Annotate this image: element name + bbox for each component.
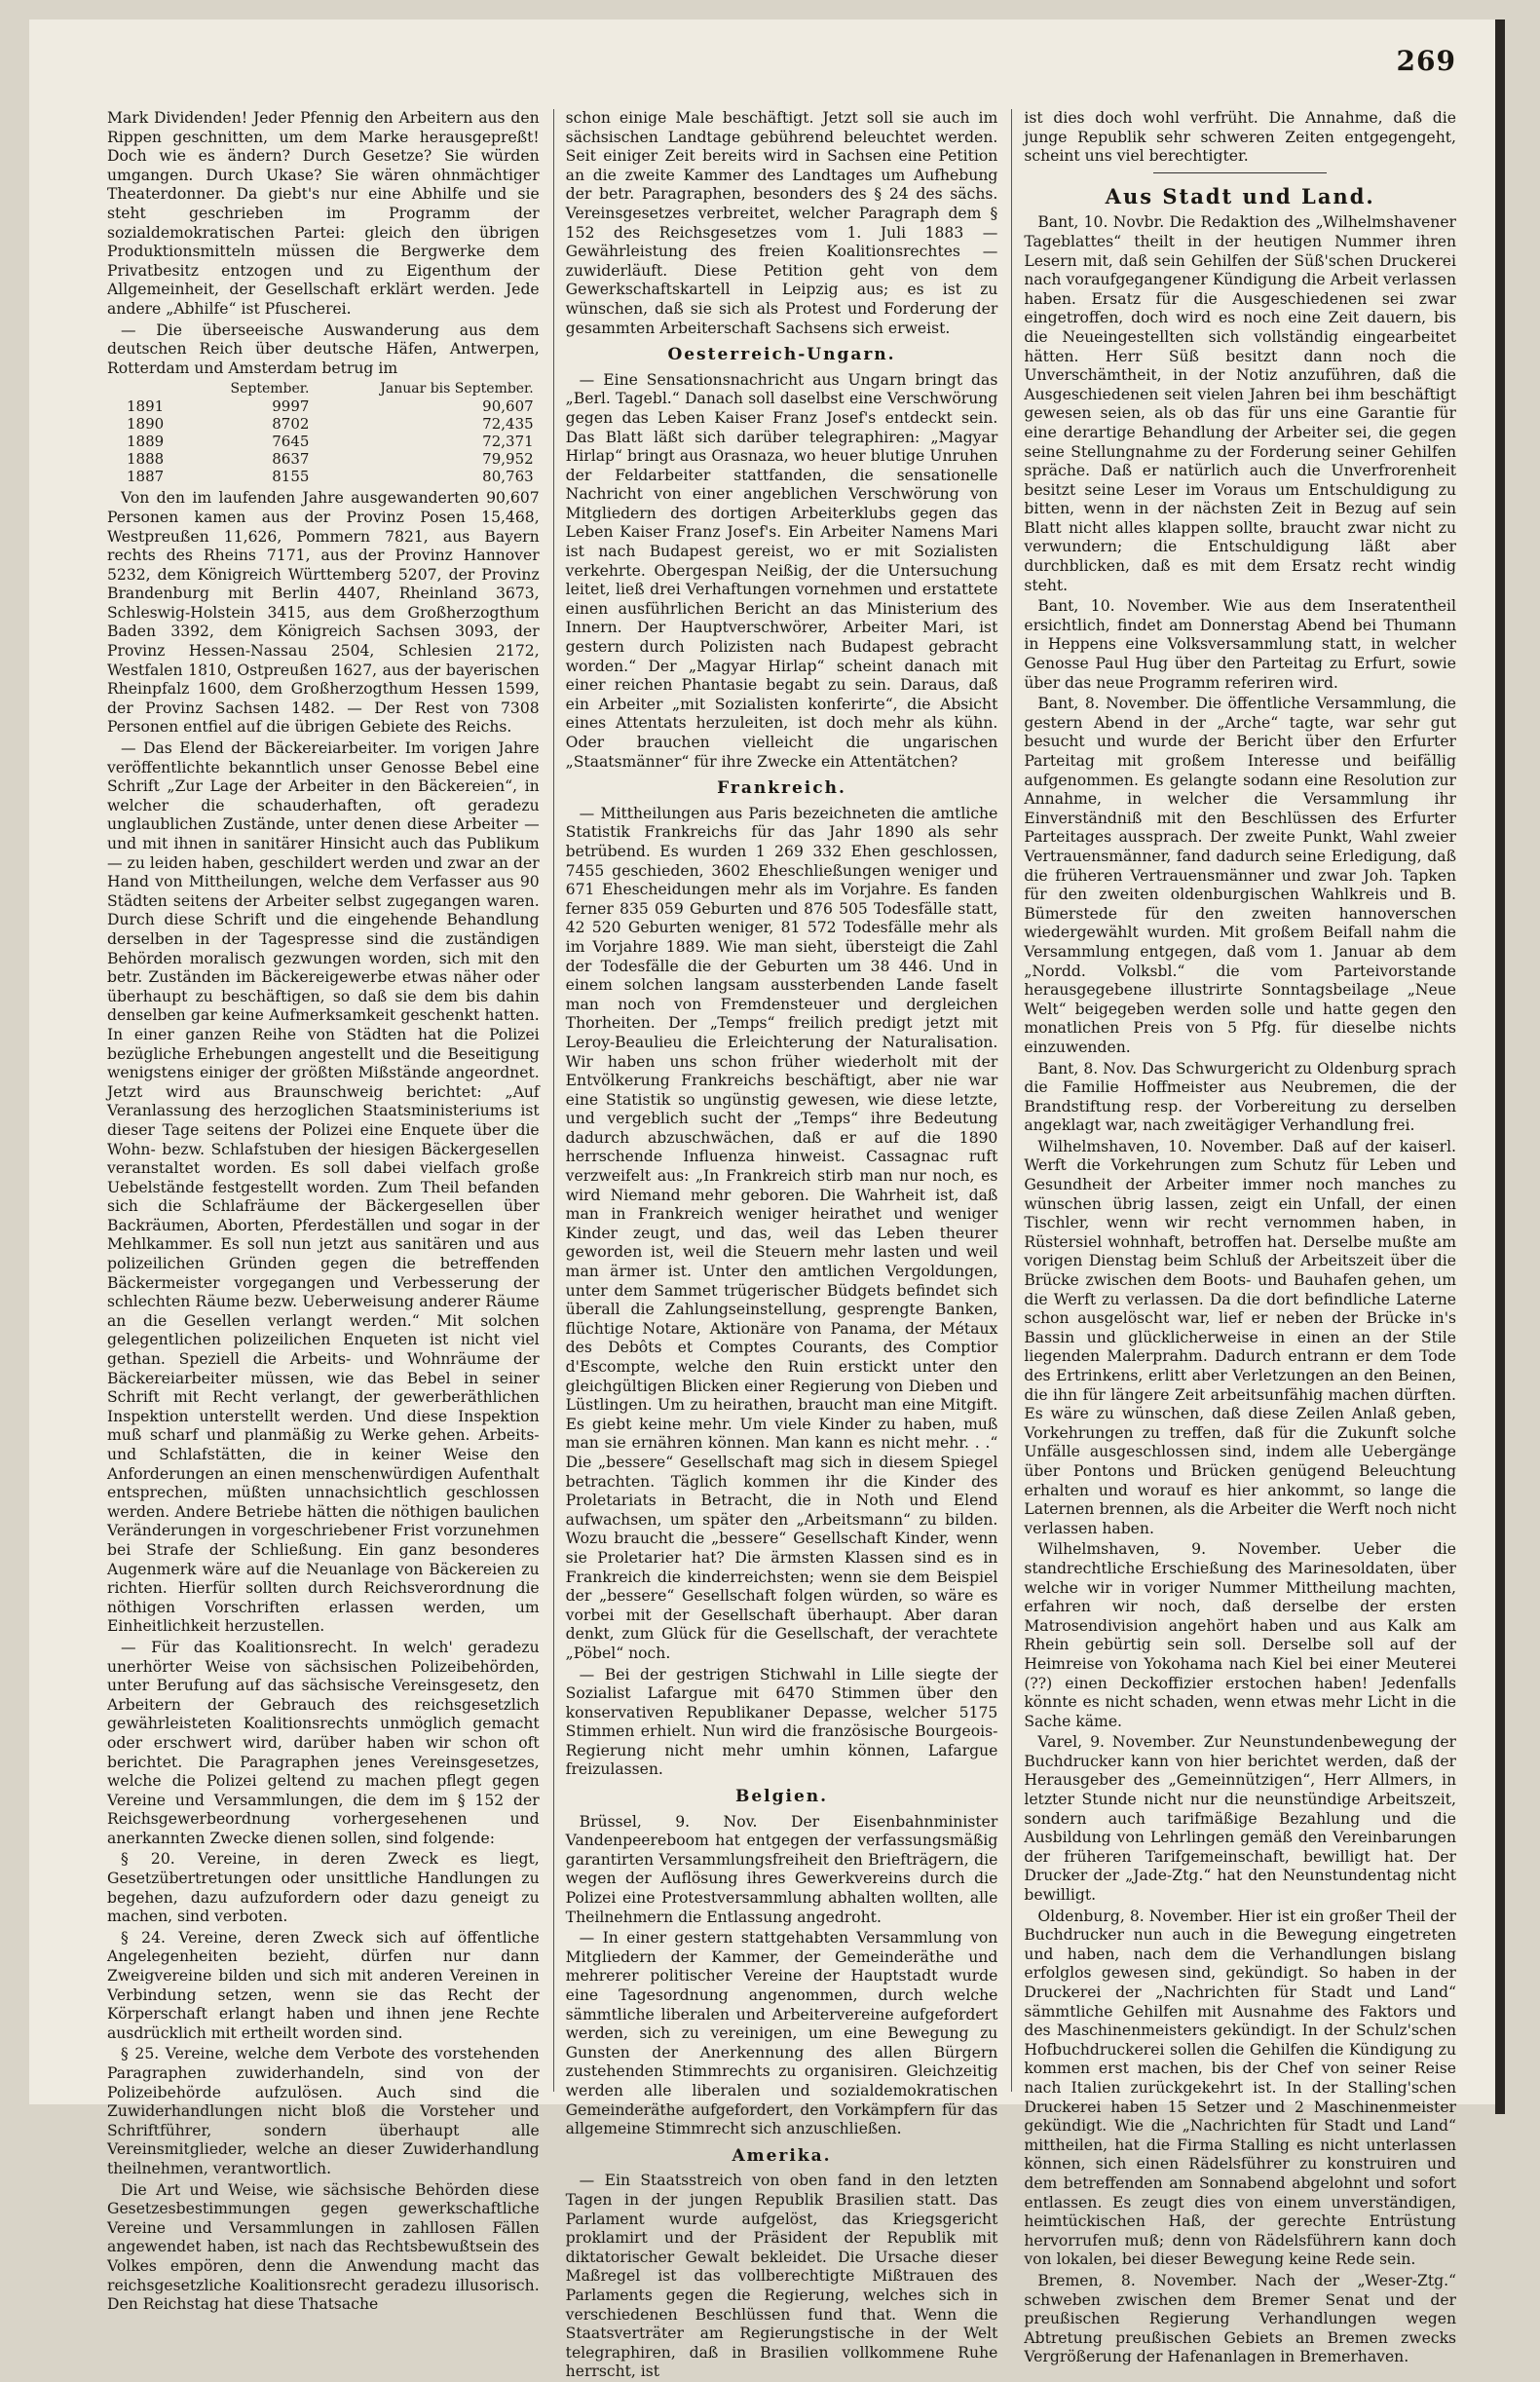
article-paragraph: Mark Dividenden! Jeder Pfennig den Arbeitern aus den Rippen geschnitten, um dem Marke herausgepreßt! Doch wie es ändern? Durch Gesetze? Sie würden umgangen. Durch Ukase? Sie wären ohnmächtiger Theaterdonner. Da giebt's nur eine Abhilfe und sie steht geschrieben im Programm der sozialdemokratischen Partei: gleich den übrigen Produktionsmitteln müssen die Bergwerke dem Privatbesitz entzogen und zu Eigenthum der Allgemeinheit, der Gesellschaft erklärt werden. Jede andere „Abhilfe“ ist Pfuscherei. [107, 109, 540, 318]
binding-edge [1495, 19, 1505, 2114]
emigration-table [107, 380, 540, 485]
article-paragraph: Bremen, 8. November. Nach der „Weser-Ztg.“ schweben zwischen dem Bremer Senat und der preußischen Regierung Verhandlungen wegen Abtretung preußischen Gebiets an Bremen zwecks Vergrößerung der Hafenanlagen in Bremerhaven. [1024, 2271, 1457, 2366]
article-bakery-workers: — Das Elend der Bäckereiarbeiter. Im vorigen Jahre veröffentlichte bekanntlich unser Genosse Bebel eine Schrift „Zur Lage der Arbeiter in den Bäckereien“, in welcher die schauderhaften, oft geradezu unglaublichen Zustände, unter denen diese Arbeiter — und mit ihnen in sanitärer Hinsicht auch das Publikum — zu leiden haben, geschildert werden und zwar an der Hand von Mittheilungen, welche dem Verfasser aus 90 Städten seitens der Arbeiter selbst zugegangen waren. Durch diese Schrift und die eingehende Behandlung derselben in der Tagespresse sind die zuständigen Behörden moralisch gezwungen worden, sich mit den betr. Zuständen im Bäckereigewerbe etwas näher oder überhaupt zu beschäftigen, so daß sie dem bis dahin denselben gar keine Aufmerksamkeit geschenkt hatten. In einer ganzen Reihe von Städten hat die Polizei bezügliche Erhebungen angestellt und die Beseitigung wenigstens einiger der größten Mißstände angeordnet. Jetzt wird aus Braunschweig berichtet: „Auf Veranlassung des herzoglichen Staatsministeriums ist dieser Tage seitens der Polizei eine Enquete über die Wohn- bezw. Schlafstuben der hiesigen Bäckergesellen veranstaltet worden. Es soll dabei vielfach große Uebelstände festgestellt worden. Zum Theil befanden sich die Schlafräume der Bäckergesellen über Backräumen, Aborten, Pferdeställen und sogar in der Mehlkammer. Es soll nun jetzt aus sanitären und aus polizeilichen Gründen gegen die betreffenden Bäckermeister vorgegangen und Verbesserung der schlechten Räume bezw. Ueberweisung anderer Räume an die Gesellen verlangt werden.“ Mit solchen gelegentlichen polizeilichen Enqueten ist nicht viel gethan. Speziell die Arbeits- und Wohnräume der Bäckereiarbeiter müssen, wie das Bebel in seiner Schrift mit Recht verlangt, der gewerberäthlichen Inspektion unterstellt werden. Und diese Inspektion muß scharf und planmäßig zu Werke gehen. Arbeits- und Schlafstätten, die in keiner Weise den Anforderungen an einen menschenwürdigen Aufenthalt entsprechen, müßten unnachsichtlich geschlossen werden. Andere Betriebe hätten die nöthigen baulichen Veränderungen in vorgeschriebener Frist vorzunehmen bei Strafe der Schließung. Ein ganz besonderes Augenmerk wäre auf die Neuanlage von Bäckereien zu richten. Hierfür sollten durch Reichsverordnung die nöthigen Vorschriften erlassen werden, um Einheitlichkeit herzustellen. [107, 739, 540, 1636]
table-row [107, 433, 540, 450]
column-3 [1011, 109, 1457, 2366]
article-paragraph: — Eine Sensationsnachricht aus Ungarn bringt das „Berl. Tagebl.“ Danach soll daselbst eine Verschwörung gegen das Leben Kaiser Franz Josef's entdeckt sein. Das Blatt läßt sich darüber telegraphiren: „Magyar Hirlap“ bringt aus Orasnaza, wo heuer blutige Unruhen der Feldarbeiter stattfanden, die sensationelle Nachricht von einer angeblichen Verschwörung von Mitgliedern des dortigen Arbeiterklubs gegen das Leben Kaiser Franz Josef's. Ein Arbeiter Namens Mari ist nach Budapest gereist, wo er mit Sozialisten verkehrte. Obergespan Neißig, der die Untersuchung leitet, ließ drei Verhaftungen vornehmen und erstattete einen ausführlichen Bericht an das Ministerium des Innern. Der Hauptverschwörer, Arbeiter Mari, ist gestern durch Polizisten nach Budapest gebracht worden.“ Der „Magyar Hirlap“ scheint danach mit einer reichen Phantasie begabt zu sein. Daraus, daß ein Arbeiter „mit Sozialisten konferirte“, die Absicht eines Attentats herzuleiten, ist doch mehr als kühn. Oder brauchen vielleicht die ungarischen „Staatsmänner“ für ihre Zwecke ein Attentätchen? [565, 370, 998, 771]
table-header-jan-sept: Januar bis September. [380, 381, 534, 397]
table-header-september: September. [230, 381, 310, 397]
table-row [107, 468, 540, 485]
article-paragraph: Bant, 10. November. Wie aus dem Inseratentheil ersichtlich, findet am Donnerstag Abend bei Thumann in Heppens eine Volksversammlung statt, in welcher Genosse Paul Hug über den Parteitag zu Erfurt, sowie über das neue Programm referiren wird. [1024, 597, 1457, 692]
column-container [107, 109, 1457, 2381]
section-heading-france: Frankreich. [717, 778, 846, 799]
article-paragraph: Brüssel, 9. Nov. Der Eisenbahnminister Vandenpeereboom hat entgegen der verfassungsmäßig garantirten Versammlungsfreiheit den Briefträgern, die wegen der Auflösung ihres Gewerkvereins durch die Polizei eine Protestversammlung abhalten wollten, alle Theilnehmern die Entlassung angedroht. [565, 1812, 998, 1926]
table-cell-year: 1890 [127, 415, 165, 434]
article-paragraph: Die Art und Weise, wie sächsische Behörden diese Gesetzesbestimmungen gegen gewerkschaftliche Vereine und Versammlungen in zahllosen Fällen angewendet haben, ist nach das Rechtsbewußtsein des Volkes empören, denn die Anwendung macht das reichsgesetzliche Koalitionsrecht geradezu illusorisch. Den Reichstag hat diese Thatsache [107, 2180, 540, 2314]
table-cell-september: 8702 [272, 415, 310, 434]
newspaper-page [29, 19, 1495, 2381]
article-paragraph: Bant, 8. November. Die öffentliche Versammlung, die gestern Abend in der „Arche“ tagte, war sehr gut besucht und wurde der Bericht über den Erfurter Parteitag mit großem Interesse und beifällig aufgenommen. Es gelangte sodann eine Resolution zur Annahme, in welcher die Versammlung ihr Einverständniß mit den Beschlüssen des Erfurter Parteitages aussprach. Der zweite Punkt, Wahl zweier Vertrauensmänner, fand dadurch seine Erledigung, daß die früheren Vertrauensmänner und zwar Joh. Tapken für den zweiten oldenburgischen Wahlkreis und B. Bümerstede für den zweiten hannoverschen wiedergewählt wurden. Mit großem Beifall nahm die Versammlung entgegen, daß vom 1. Januar ab dem „Nordd. Volksbl.“ die vom Parteivorstande herausgegebene illustrirte Sonntagsbeilage „Neue Welt“ beigegeben werden solle und hatte gegen den monatlichen Preis von 5 Pfg. für dieselbe nichts einzuwenden. [1024, 695, 1457, 1056]
article-paragraph: Oldenburg, 8. November. Hier ist ein großer Theil der Buchdrucker nun auch in die Bewegung eingetreten und haben, nach dem die Verhandlungen bislang erfolglos gewesen sind, gekündigt. So haben in der Druckerei der „Nachrichten für Stadt und Land“ sämmtliche Gehilfen mit Ausnahme des Faktors und des Maschinenmeisters gekündigt. In der Schulz'schen Hofbuchdruckerei sollen die Gehilfen die Kündigung zu kommen erst machen, bis der Chef von seiner Reise nach Italien zurückgekehrt ist. In der Stalling'schen Druckerei haben 15 Setzer und 2 Maschinenmeister gekündigt. Wie die „Nachrichten für Stadt und Land“ mittheilen, hat die Firma Stalling es nicht unterlassen können, sich einen Rädelsführer zu konstruiren und dem betreffenden am Sonnabend abgelohnt und sofort entlassen. Es zeugt dies von einem unverständigen, heimtückischen Haß, der gerechte Entrüstung hervorrufen muß; denn von Rädelsführern kann doch von lokalen, bei dieser Bewegung keine Rede sein. [1024, 1907, 1457, 2269]
law-paragraph-20: § 20. Vereine, in deren Zweck es liegt, Gesetzübertretungen oder unsittliche Handlungen zu begehen, dazu aufzufordern oder dazu geneigt zu machen, sind verboten. [107, 1850, 540, 1926]
article-paragraph: Bant, 10. Novbr. Die Redaktion des „Wilhelmshavener Tageblattes“ theilt in der heutigen Nummer ihren Lesern mit, daß sein Gehilfen der Süß'schen Druckerei nach voraufgegangener Kündigung die Arbeit verlassen haben. Ersatz für die Ausgeschiedenen sei zwar eingetroffen, doch wird es noch eine Zeit dauern, bis die Neueingestellten sich vollständig eingearbeitet hätten. Herr Süß besitzt dann noch die Unverschämtheit, in der Notiz anzuführen, daß die Ausgeschiedenen seit vielen Jahren bei ihm beschäftigt gewesen seien, als ob das für uns eine Garantie für eine derartige Behandlung der Arbeiter sei, die gegen seine Stellungnahme zu der Forderung seiner Gehilfen spräche. Daß er natürlich auch die Unverfrorenheit besitzt seine Leser im Voraus um Entschuldigung zu bitten, wenn in der nächsten Zeit in Bezug auf sein Blatt nicht alles klappen sollte, braucht zwar nicht zu verwundern; die Entschuldigung läßt aber durchblicken, daß es mit dem Ersatz recht windig steht. [1024, 213, 1457, 594]
article-paragraph: Bant, 8. Nov. Das Schwurgericht zu Oldenburg sprach die Familie Hoffmeister aus Neubremen, die der Brandstiftung resp. der Vorbereitung zu derselben angeklagt war, nach zweitägiger Verhandlung frei. [1024, 1059, 1457, 1135]
page-number: 269 [1396, 45, 1456, 77]
table-cell-jan-sept: 80,763 [482, 468, 534, 486]
column-1 [107, 109, 540, 2314]
section-heading-austria-hungary: Oesterreich-Ungarn. [667, 345, 896, 365]
article-paragraph: schon einige Male beschäftigt. Jetzt soll sie auch im sächsischen Landtage gebührend beleuchtet werden. Seit einiger Zeit bereits wird in Sachsen eine Petition an die zweite Kammer des Landtages um Aufhebung der betr. Paragraphen, besonders des § 24 des sächs. Vereinsgesetzes verbreitet, welcher Paragraph dem § 152 des Reichsgesetzes vom 1. Juli 1883 — Gewährleistung des freien Koalitionsrechtes — zuwiderläuft. Diese Petition geht von dem Gewerkschaftskartell in Leipzig aus; es ist zu wünschen, daß sie sich als Protest und Forderung der gesammten Arbeiterschaft Sachsens sich erweist. [565, 109, 998, 337]
article-paragraph: — Mittheilungen aus Paris bezeichneten die amtliche Statistik Frankreichs für das Jahr 1890 als sehr betrübend. Es wurden 1 269 332 Ehen geschlossen, 7455 geschieden, 3602 Eheschließungen weniger und 671 Ehescheidungen mehr als im Vorjahre. Es fanden ferner 835 059 Geburten und 876 505 Todesfälle statt, 42 520 Geburten weniger, 81 572 Todesfälle mehr als im Vorjahre 1889. Wie man sieht, übersteigt die Zahl der Todesfälle die der Geburten um 38 446. Und in einem solchen langsam aussterbenden Lande faselt man noch von Fremdensteuer und dergleichen Thorheiten. Der „Temps“ freilich predigt jetzt mit Leroy-Beaulieu die Erleichterung der Naturalisation. Wir haben uns schon früher wiederholt mit der Entvölkerung Frankreichs beschäftigt, aber nie war eine Statistik so ungünstig gewesen, wie diese letzte, und vergeblich sucht der „Temps“ ihre Bedeutung dadurch abzuschwächen, daß er auf die 1890 herrschende Influenza hinweist. Cassagnac ruft verzweifelt aus: „In Frankreich stirb man nur noch, es wird Niemand mehr geboren. Die Wahrheit ist, daß man in Frankreich weniger heirathet und weniger Kinder zeugt, und das, weil das Leben theurer geworden ist, weil die Steuern mehr lasten und weil man ärmer ist. Unter den amtlichen Vergoldungen, unter dem Sammet trügerischer Büdgets befindet sich überall die Zahlungseinstellung, gesprengte Banken, flüchtige Notare, Aktionäre von Panama, der Métaux des Debôts et Comptes Courants, des Comptior d'Escompte, welche den Ruin erstickt unter den gleichgültigen Blicken einer Regierung von Dieben und Lüstlingen. Um zu heirathen, braucht man eine Mitgift. Es giebt keine mehr. Um viele Kinder zu haben, muß man sie ernähren können. Man kann es nicht mehr. . .“ Die „bessere“ Gesellschaft mag sich in diesem Spiegel betrachten. Täglich kommen ihr die Kinder des Proletariats in Betracht, die in Noth und Elend aufwachsen, um später den „Arbeitsmann“ zu bilden. Wozu braucht die „bessere“ Gesellschaft Kinder, wenn sie Proletarier hat? Die ärmsten Klassen sind es in Frankreich die kinderreichsten; wenn sie dem Beispiel der „bessere“ Gesellschaft folgen würden, so wäre es vorbei mit der Gesellschaft überhaupt. Aber daran denkt, zum Glück für die Gesellschaft, der verachtete „Pöbel“ noch. [565, 804, 998, 1662]
table-cell-september: 8155 [272, 468, 310, 486]
section-heading-town-and-country: Aus Stadt und Land. [1105, 183, 1375, 208]
table-cell-year: 1887 [127, 468, 165, 486]
article-paragraph: Varel, 9. November. Zur Neunstundenbewegung der Buchdrucker kann von hier berichtet werden, daß der Herausgeber des „Gemeinnützigen“, Herr Allmers, in letzter Stunde nicht nur die neunstündige Arbeitszeit, sondern auch tarifmäßige Bezahlung und die Ausbildung von Lehrlingen gemäß den Vereinbarungen der früheren Tarifgemeinschaft, bewilligt hat. Der Drucker der „Jade-Ztg.“ hat den Neunstundentag nicht bewilligt. [1024, 1733, 1457, 1905]
table-cell-september: 8637 [272, 450, 310, 469]
table-cell-september: 7645 [272, 433, 310, 451]
article-paragraph: — Ein Staatsstreich von oben fand in den letzten Tagen in der jungen Republik Brasilien statt. Das Parlament wurde aufgelöst, das Kriegsgericht proklamirt und der Präsident der Republik mit diktatorischer Gewalt bekleidet. Die Ursache dieser Maßregel ist das vollberechtigte Mißtrauen des Parlaments gegen die Regierung, welches sich in verschiedenen Beschlüssen fund that. Wenn die Staatsverträter am Regierungstische in der Welt telegraphiren, daß in Brasilien vollkommene Ruhe herrscht, ist [565, 2172, 998, 2381]
article-emigration-intro: — Die überseeische Auswanderung aus dem deutschen Reich über deutsche Häfen, Antwerpen, Rotterdam und Amsterdam betrug im [107, 321, 540, 377]
table-header-year [107, 380, 192, 397]
article-paragraph: ist dies doch wohl verfrüht. Die Annahme, daß die junge Republik sehr schweren Zeiten entgegengeht, scheint uns viel berechtigter. [1024, 109, 1457, 166]
table-cell-september: 9997 [272, 397, 310, 416]
section-heading-america: Amerika. [732, 2145, 832, 2166]
table-cell-year: 1891 [127, 397, 165, 416]
article-paragraph: Von den im laufenden Jahre ausgewanderten 90,607 Personen kamen aus der Provinz Posen 15,468, Westpreußen 11,626, Pommern 7821, aus Bayern rechts des Rheins 7171, aus der Provinz Hannover 5232, dem Königreich Württemberg 5207, der Provinz Brandenburg mit Berlin 4407, Rheinland 3673, Schleswig-Holstein 3415, aus dem Großherzogthum Baden 3392, dem Königreich Sachsen 3093, der Provinz Hessen-Nassau 2504, Schlesien 2172, Westfalen 1810, Ostpreußen 1627, aus der bayerischen Rheinpfalz 1600, dem Großherzogthum Hessen 1599, der Provinz Sachsen 1482. — Der Rest von 7308 Personen entfiel auf die übrigen Gebiete des Reichs. [107, 489, 540, 737]
column-2 [553, 109, 998, 2381]
article-paragraph: — In einer gestern stattgehabten Versammlung von Mitgliedern der Kammer, der Gemeinderäthe und mehrerer politischer Vereine der Hauptstadt wurde eine Tagesordnung angenommen, durch welche sämmtliche liberalen und Arbeitervereine aufgefordert werden, sich zu vereinigen, um eine Bewegung zu Gunsten der Anerkennung des allen Bürgern zustehenden Stimmrechts zu organisiren. Gleichzeitig werden alle liberalen und sozialdemokratischen Gemeinderäthe aufgefordert, den Vorkämpfern für das allgemeine Stimmrecht sich anzuschließen. [565, 1929, 998, 2138]
table-cell-jan-sept: 72,435 [482, 415, 534, 434]
table-cell-year: 1889 [127, 433, 165, 451]
article-coalition-right: — Für das Koalitionsrecht. In welch' geradezu unerhörter Weise von sächsischen Polizeibehörden, unter Berufung auf das sächsische Vereinsgesetz, den Arbeitern der Gebrauch des reichsgesetzlich gewährleisteten Koalitionsrechts unmöglich gemacht oder erschwert wird, darüber haben wir schon oft berichtet. Die Paragraphen jenes Vereinsgesetzes, welche die Polizei geltend zu machen pflegt gegen Vereine und Versammlungen, die dem im § 152 der Reichsgewerbeordnung vorhergesehenen und anerkannten Zwecke dienen sollen, sind folgende: [107, 1638, 540, 1847]
section-heading-belgium: Belgien. [734, 1787, 829, 1807]
article-paragraph: Wilhelmshaven, 10. November. Daß auf der kaiserl. Werft die Vorkehrungen zum Schutz für Leben und Gesundheit der Arbeiter immer noch manches zu wünschen übrig lassen, zeigt ein Unfall, der einen Tischler, wenn wir recht vernommen haben, in Rüstersiel wohnhaft, betroffen hat. Derselbe mußte am vorigen Dienstag beim Schluß der Arbeitszeit über die Brücke zwischen dem Boots- und Bauhafen gehen, um die Werft zu verlassen. Da die dort befindliche Laterne schon ausgelöscht war, lief er neben der Brücke in's Bassin und glücklicherweise in einen an der Stile liegenden Malerprahm. Dadurch entrann er dem Tode des Ertrinkens, erlitt aber Verletzungen an den Beinen, die ihn für längere Zeit arbeitsunfähig machen dürften. Es wäre zu wünschen, daß diese Zeilen Anlaß geben, Vorkehrungen zu treffen, daß für die Zukunft solche Unfälle ausgeschlossen sind, indem alle Uebergänge über Pontons und Brücken genügend Beleuchtung erhalten und worauf es hier ankommt, so lange die Laternen brennen, als die Arbeiter die Werft noch nicht verlassen haben. [1024, 1137, 1457, 1537]
table-row [107, 450, 540, 468]
table-cell-jan-sept: 72,371 [482, 433, 534, 451]
law-paragraph-24: § 24. Vereine, deren Zweck sich auf öffentliche Angelegenheiten bezieht, dürfen nur dann Zweigvereine bilden und sich mit anderen Vereinen in Verbindung setzen, wenn sie das Recht der Körperschaft erlangt haben und ihnen jene Rechte ausdrücklich mit ertheilt worden sind. [107, 1928, 540, 2042]
section-divider [1153, 172, 1326, 173]
table-header-row [107, 380, 540, 397]
article-paragraph: Wilhelmshaven, 9. November. Ueber die standrechtliche Erschießung des Marinesoldaten, über welche wir in voriger Nummer Mittheilung machten, erfahren wir noch, daß derselbe der ersten Matrosendivision angehört haben und aus Kalk am Rhein gebürtig sein soll. Derselbe soll auf der Heimreise von Yokohama nach Kiel bei einer Meuterei (??) einen Deckoffizier erstochen haben! Jedenfalls könnte es nicht schaden, wenn etwas mehr Licht in die Sache käme. [1024, 1540, 1457, 1730]
table-cell-jan-sept: 79,952 [482, 450, 534, 469]
table-row [107, 415, 540, 433]
article-paragraph: — Bei der gestrigen Stichwahl in Lille siegte der Sozialist Lafargue mit 6470 Stimmen über den konservativen Republikaner Depasse, welcher 5175 Stimmen erhielt. Nun wird die französische Bourgeois-Regierung nicht mehr umhin können, Lafargue freizulassen. [565, 1665, 998, 1779]
table-row [107, 397, 540, 415]
law-paragraph-25: § 25. Vereine, welche dem Verbote des vorstehenden Paragraphen zuwiderhandeln, sind von der Polizeibehörde aufzulösen. Auch sind die Zuwiderhandlungen nicht bloß die Vorsteher und Schriftführer, sondern überhaupt alle Vereinsmitglieder, welche an dieser Zuwiderhandlung theilnehmen, verantwortlich. [107, 2045, 540, 2177]
table-cell-year: 1888 [127, 450, 165, 469]
table-cell-jan-sept: 90,607 [482, 397, 534, 416]
